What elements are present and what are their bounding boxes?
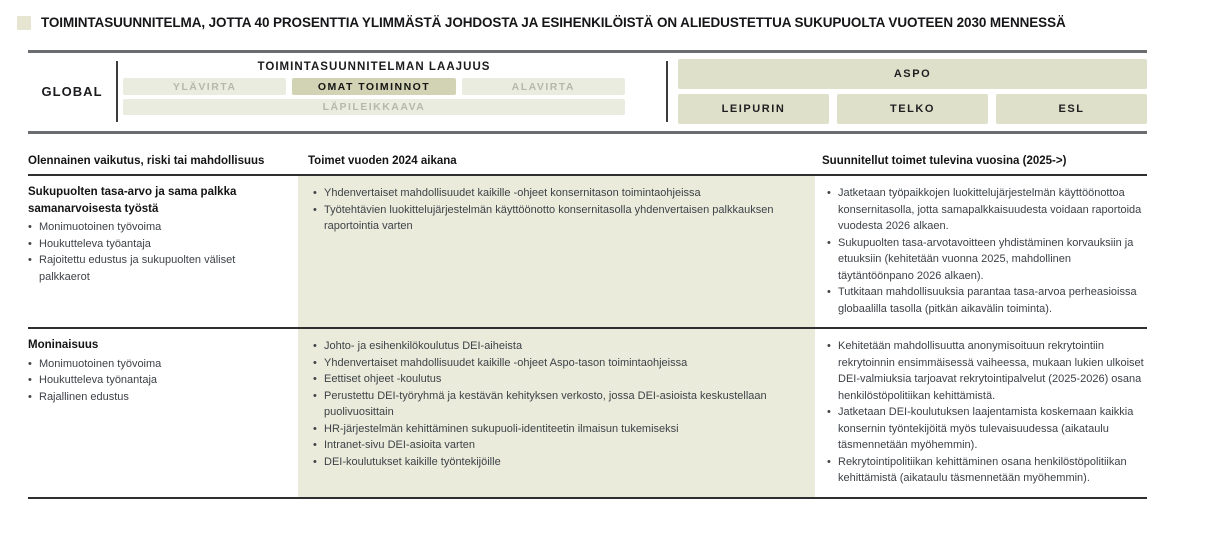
divider-below-header bbox=[28, 131, 1147, 134]
scope-area bbox=[118, 58, 625, 125]
aspo-area bbox=[668, 58, 1147, 125]
bullet-item: • Sukupuolten tasa-arvotavoitteen yhdistäminen korvauksiin ja etuuksiin (kehitetään vuonna 2025, mahdollinen täytäntöönpano 2026 alkaen). bbox=[827, 235, 1147, 285]
table-header-row bbox=[28, 155, 1147, 174]
bullet-item: • DEI-koulutukset kaikille työntekijöille bbox=[313, 454, 795, 471]
button-aspo[interactable]: ASPO bbox=[678, 59, 1147, 89]
button-leipurin[interactable]: LEIPURIN bbox=[678, 94, 829, 124]
impact-cell bbox=[28, 329, 298, 497]
bullet-item: • Rajoitettu edustus ja sukupuolten väliset palkkaerot bbox=[28, 252, 284, 285]
scope-header bbox=[28, 53, 1147, 131]
impact-title: Sukupuolten tasa-arvo ja sama palkka samanarvoisesta työstä bbox=[28, 186, 237, 215]
title-row bbox=[0, 0, 1213, 30]
bullet-item: • Kehitetään mahdollisuutta anonymisoituun rekrytointiin rekrytoinnin ensimmäisessä vaiheessa, mukaan lukien ulkoiset DEI-valmiuksia tarjoavat rekrytointipalvelut (2025-2026) osana henkilöstöpolitiikan kehittämistä. bbox=[827, 338, 1147, 404]
column-header-impact: Olennainen vaikutus, riski tai mahdollisuus bbox=[28, 155, 265, 167]
header-gap bbox=[625, 58, 666, 125]
bullet-item: • Houkutteleva työnantaja bbox=[28, 372, 284, 389]
button-omat-toiminnot[interactable]: OMAT TOIMINNOT bbox=[292, 78, 455, 95]
bullet-item: • Monimuotoinen työvoima bbox=[28, 356, 284, 373]
column-header-actions-2024: Toimet vuoden 2024 aikana bbox=[308, 155, 457, 167]
button-esl[interactable]: ESL bbox=[996, 94, 1147, 124]
scope-title: TOIMINTASUUNNITELMAN LAAJUUS bbox=[257, 61, 491, 73]
bullet-item: • Rekrytointipolitiikan kehittäminen osana henkilöstöpolitiikan kehittämistä (aikataulu täsmennetään myöhemmin). bbox=[827, 454, 1147, 487]
bullet-item: • HR-järjestelmän kehittäminen sukupuoli-identiteetin ilmaisun tukemiseksi bbox=[313, 421, 795, 438]
impact-title: Moninaisuus bbox=[28, 339, 99, 351]
button-telko[interactable]: TELKO bbox=[837, 94, 988, 124]
actions-2024-bullet-list bbox=[313, 338, 795, 470]
bullet-item: • Jatketaan työpaikkojen luokittelujärjestelmän käyttöönottoa konsernitasolla, jotta samapalkkaisuudesta voidaan raportoida vuodesta 2026 alkaen. bbox=[827, 185, 1147, 235]
bullet-item: • Yhdenvertaiset mahdollisuudet kaikille -ohjeet Aspo-tason toimintaohjeissa bbox=[313, 355, 795, 372]
actions-2024-cell bbox=[298, 176, 815, 327]
table-row bbox=[28, 329, 1147, 499]
page-title: TOIMINTASUUNNITELMA, JOTTA 40 PROSENTTIA YLIMMÄSTÄ JOHDOSTA JA ESIHENKILÖISTÄ ON ALIEDUSTETTUA SUKUPUOLTA VUOTEEN 2030 MENNESSÄ bbox=[41, 15, 1066, 30]
planned-actions-cell bbox=[815, 176, 1147, 327]
content bbox=[28, 50, 1147, 499]
bullet-item: • Rajallinen edustus bbox=[28, 389, 284, 406]
column-header-planned-actions: Suunnitellut toimet tulevina vuosina (2025->) bbox=[822, 155, 1067, 167]
button-ylavirta[interactable]: YLÄVIRTA bbox=[123, 78, 286, 95]
actions-2024-cell bbox=[298, 329, 815, 497]
impact-cell bbox=[28, 176, 298, 327]
bullet-item: • Houkutteleva työantaja bbox=[28, 236, 284, 253]
planned-actions-bullet-list bbox=[827, 185, 1147, 317]
bullet-item: • Intranet-sivu DEI-asioita varten bbox=[313, 437, 795, 454]
button-lapileikkaava[interactable]: LÄPILEIKKAAVA bbox=[123, 99, 625, 115]
title-bullet-square-icon bbox=[17, 16, 31, 30]
bullet-item: • Työtehtävien luokittelujärjestelmän käyttöönotto konsernitasolla yhdenvertaisen palkkauksen raportointia varten bbox=[313, 202, 795, 235]
planned-actions-cell bbox=[815, 329, 1147, 497]
action-plan-table bbox=[28, 155, 1147, 499]
scope-button-row bbox=[123, 78, 625, 95]
bullet-item: • Eettiset ohjeet -koulutus bbox=[313, 371, 795, 388]
planned-actions-bullet-list bbox=[827, 338, 1147, 487]
bullet-item: • Jatketaan DEI-koulutuksen laajentamista koskemaan kaikkia konsernin työntekijöitä myös tulevaisuudessa (aikataulu täsmennetään myöhemmin). bbox=[827, 404, 1147, 454]
bullet-item: • Monimuotoinen työvoima bbox=[28, 219, 284, 236]
impact-bullet-list bbox=[28, 219, 284, 285]
bullet-item: • Johto- ja esihenkilökoulutus DEI-aiheista bbox=[313, 338, 795, 355]
global-label: GLOBAL bbox=[41, 84, 103, 99]
aspo-button-row bbox=[678, 94, 1147, 124]
impact-bullet-list bbox=[28, 356, 284, 406]
bullet-item: • Tutkitaan mahdollisuuksia parantaa tasa-arvoa perheasioissa globaalilla tasolla (pitkän aikavälin toiminta). bbox=[827, 284, 1147, 317]
bullet-item: • Perustettu DEI-työryhmä ja kestävän kehityksen verkosto, jossa DEI-asioista keskustellaan puolivuosittain bbox=[313, 388, 795, 421]
button-alavirta[interactable]: ALAVIRTA bbox=[462, 78, 625, 95]
table-row bbox=[28, 176, 1147, 329]
actions-2024-bullet-list bbox=[313, 185, 795, 235]
bullet-item: • Yhdenvertaiset mahdollisuudet kaikille -ohjeet konsernitason toimintaohjeissa bbox=[313, 185, 795, 202]
